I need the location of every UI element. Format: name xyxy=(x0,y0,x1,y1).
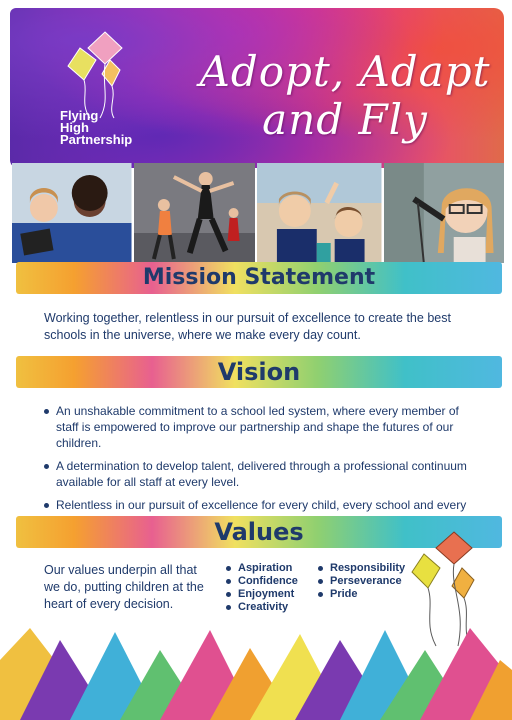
values-intro-text: Our values underpin all that we do, putting children at the heart of every decision. xyxy=(44,563,204,611)
mission-heading-stripe xyxy=(16,262,502,294)
mountains-decoration xyxy=(0,620,512,720)
vision-heading: Vision xyxy=(217,358,301,386)
logo-line-3: Partnership xyxy=(60,132,133,147)
value-item: Enjoyment xyxy=(226,588,298,601)
vision-item: An unshakable commitment to a school led system, where every member of staff is empowered to improve our partnership and shape the futures of our children. xyxy=(44,403,484,451)
mission-statement-text: Working together, relentless in our pursuit of excellence to create the best schools in the universe, where we make every day count. xyxy=(44,311,451,342)
page-title xyxy=(190,48,500,144)
values-list-2 xyxy=(318,562,405,601)
value-item: Creativity xyxy=(226,601,298,614)
value-item: Aspiration xyxy=(226,562,298,575)
header-banner xyxy=(10,8,504,168)
photo-girl-microphone xyxy=(384,163,505,263)
vision-item: Relentless in our pursuit of excellence for every child, every school and every xyxy=(44,497,484,529)
photo-children-classroom xyxy=(257,163,381,263)
logo-text xyxy=(60,110,180,146)
title-line-2: and Fly xyxy=(262,95,428,144)
logo-line-2: High xyxy=(60,120,89,135)
value-item: Responsibility xyxy=(318,562,405,575)
photo-strip xyxy=(12,163,504,263)
vision-item: A determination to develop talent, delivered through a professional continuum available for all staff at every level. xyxy=(44,458,484,490)
vision-heading-stripe xyxy=(16,356,502,388)
photo-dancers xyxy=(134,163,256,263)
value-item: Perseverance xyxy=(318,575,405,588)
kite-logo-icon xyxy=(50,30,160,120)
values-heading: Values xyxy=(214,518,304,546)
values-list-1 xyxy=(226,562,298,614)
value-item: Confidence xyxy=(226,575,298,588)
value-item: Pride xyxy=(318,588,405,601)
mission-heading: Mission Statement xyxy=(142,265,376,290)
logo-line-1: Flying xyxy=(60,108,99,123)
title-line-1: Adopt, Adapt xyxy=(199,47,491,96)
photo-students-tablet xyxy=(12,163,132,263)
